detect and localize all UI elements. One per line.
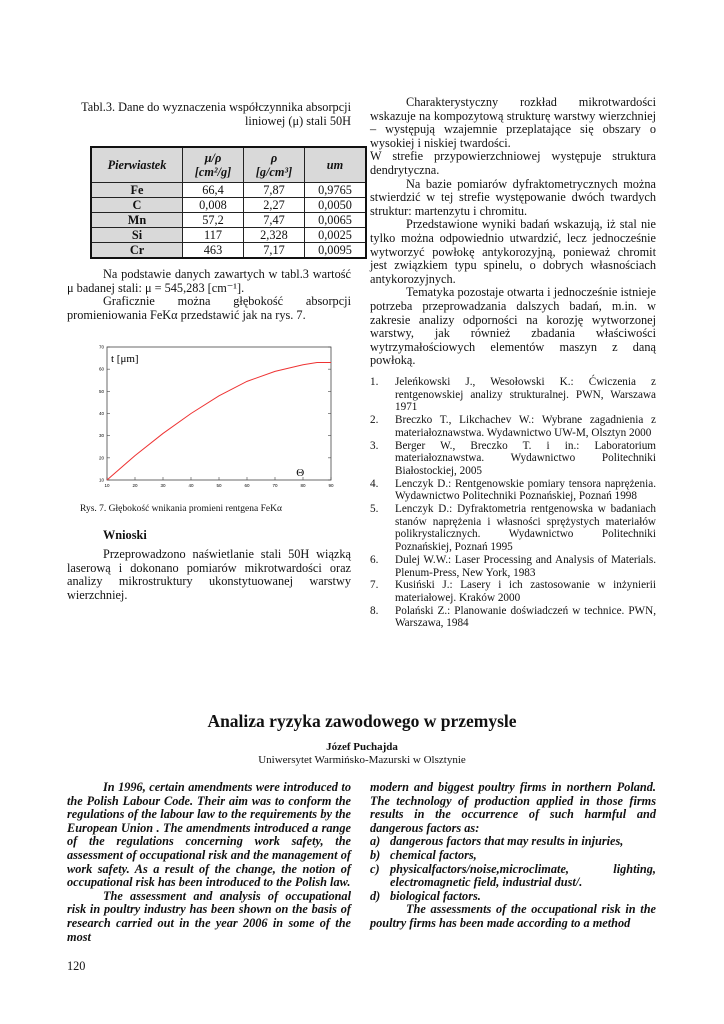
- reference-text: Polański Z.: Planowanie doświadczeń w technice. PWN, Warszawa, 1984: [395, 604, 656, 630]
- reference-text: Dulej W.W.: Laser Processing and Analysis of Materials. Plenum-Press, New York, 1983: [395, 553, 656, 579]
- paragraph: Na podstawie danych zawartych w tabl.3 wartość μ badanej stali: μ = 545,283 [cm⁻¹].: [67, 267, 351, 295]
- reference-item: [370, 414, 656, 439]
- reference-number: 5.: [370, 503, 379, 516]
- table-row: [91, 228, 366, 243]
- value-cell: 2,328: [244, 228, 305, 243]
- reference-item: [370, 605, 656, 630]
- reference-text: Jeleńkowski J., Wesołowski K.: Ćwiczenia z rentgenowskiej analizy strukturalnej. PWN, Warszawa 1971: [395, 376, 656, 414]
- element-cell: Mn: [91, 213, 183, 228]
- table-caption-text: Tabl.3. Dane do wyznaczenia współczynnika absorpcji liniowej (μ) stali 50H: [81, 100, 351, 128]
- value-cell: 66,4: [183, 183, 244, 198]
- reference-text: Breczko T., Likchachev W.: Wybrane zagadnienia z materiałoznawstwa. Wydawnictwo UW-M, Olsztyn 2000: [395, 414, 656, 439]
- element-cell: C: [91, 198, 183, 213]
- factor-label: b): [370, 847, 381, 862]
- factor-label: d): [370, 888, 381, 903]
- factor-item: [370, 835, 656, 849]
- x-tick-label: 50: [216, 483, 222, 488]
- y-tick-label: 50: [98, 388, 104, 394]
- y-tick-label: 20: [98, 455, 104, 461]
- value-cell: 7,47: [244, 213, 305, 228]
- value-cell: 0,0025: [305, 228, 367, 243]
- paragraph: The assessment and analysis of occupational risk in poultry industry has been shown on the basis of research carried out in the year 2006 in some of the most: [67, 888, 351, 944]
- reference-text: Lenczyk D.: Dyfraktometria rentgenowska w badaniach stanów naprężenia i własności sprężystych materiałów polikrystalicznych. Wydawnictwo Politechniki Poznańskiej, Poznań 1995: [395, 503, 656, 554]
- value-cell: 0,0050: [305, 198, 367, 213]
- value-cell: 7,17: [244, 243, 305, 259]
- paragraph: Na bazie pomiarów dyfraktometrycznych można stwierdzić w tej strefie występowanie dwóch twardych struktur: martenzytu i chromitu.: [370, 176, 656, 218]
- article-author: Józef Puchajda: [326, 741, 398, 753]
- factor-item: [370, 849, 656, 863]
- reference-number: 7.: [370, 579, 379, 592]
- reference-number: 2.: [370, 414, 379, 427]
- table-header-row: [91, 147, 366, 183]
- table-row: [91, 243, 366, 259]
- factor-label: a): [370, 834, 381, 849]
- conclusions-block: [67, 548, 351, 602]
- reference-number: 1.: [370, 376, 379, 388]
- reference-number: 3.: [370, 439, 379, 452]
- value-cell: 463: [183, 243, 244, 259]
- value-cell: 0,0095: [305, 243, 367, 259]
- factor-text: chemical factors,: [390, 847, 477, 862]
- x-tick-label: 10: [104, 483, 110, 488]
- reference-item: [370, 440, 656, 478]
- value-cell: 0,9765: [305, 183, 367, 198]
- conclusions-text: Przeprowadzono naświetlanie stali 50H wiązką laserową i dokonano pomiarów mikrotwardości oraz analizy mikrostruktury ukonstytuowanej warstwy wierzchniej.: [67, 547, 351, 602]
- right-column-text: [370, 96, 656, 368]
- value-cell: 117: [183, 228, 244, 243]
- factor-text: dangerous factors that may results in injuries,: [390, 834, 624, 849]
- x-tick-label: 30: [160, 483, 166, 488]
- reference-item: [370, 503, 656, 554]
- page-number: 120: [67, 959, 86, 973]
- header-mass-abs: μ/ρ [cm²/g]: [183, 147, 244, 183]
- table-caption: [67, 101, 351, 128]
- x-tick-label: 90: [328, 483, 334, 488]
- text-block-mu: [67, 268, 351, 322]
- element-table: [90, 146, 367, 259]
- figure-caption: Rys. 7. Głębokość wnikania promieni rentgena FeKα: [80, 504, 282, 514]
- paragraph: W strefie przypowierzchniowej występuje struktura dendrytyczna.: [370, 149, 656, 177]
- x-tick-label: 70: [272, 483, 278, 488]
- x-axis-label: Θ: [296, 467, 305, 479]
- y-tick-label: 40: [98, 411, 104, 416]
- paragraph: Graficznie można głębokość absorpcji promieniowania FeKα przedstawić jak na rys. 7.: [67, 294, 351, 322]
- element-cell: Si: [91, 228, 183, 243]
- y-tick-label: 60: [98, 366, 104, 372]
- value-cell: 0,008: [183, 198, 244, 213]
- series-line: [107, 363, 331, 480]
- paragraph: The assessments of the occupational risk in the poultry firms has been made according to a method: [370, 902, 656, 930]
- table-row: [91, 198, 366, 213]
- abstract-right: [370, 781, 656, 931]
- plot-frame: [107, 347, 331, 480]
- x-tick-label: 20: [132, 483, 138, 488]
- value-cell: 57,2: [183, 213, 244, 228]
- x-tick-label: 60: [244, 483, 250, 488]
- x-tick-label: 80: [300, 483, 306, 488]
- absorption-depth-chart: [88, 340, 348, 490]
- y-axis-label: t [μm]: [111, 353, 139, 365]
- reference-item: [370, 478, 656, 503]
- reference-text: Lenczyk D.: Rentgenowskie pomiary tensora naprężenia. Wydawnictwo Politechniki Poznańskiej, Poznań 1998: [395, 477, 656, 503]
- abstract-left: [67, 781, 351, 944]
- reference-number: 4.: [370, 477, 379, 490]
- x-tick-label: 40: [188, 483, 194, 488]
- table-row: [91, 183, 366, 198]
- y-tick-label: 70: [98, 344, 104, 350]
- element-cell: Fe: [91, 183, 183, 198]
- reference-item: [370, 554, 656, 579]
- reference-text: Kusiński J.: Lasery i ich zastosowanie w inżynierii materiałowej. Kraków 2000: [395, 579, 656, 604]
- value-cell: 2,27: [244, 198, 305, 213]
- element-cell: Cr: [91, 243, 183, 259]
- y-tick-label: 10: [98, 477, 104, 483]
- factor-item: [370, 890, 656, 904]
- table-row: [91, 213, 366, 228]
- factor-text: physicalfactors/noise,microclimate, lighting, electromagnetic field, industrial dust/.: [390, 861, 656, 890]
- reference-number: 6.: [370, 553, 379, 566]
- conclusions-heading: Wnioski: [103, 528, 147, 542]
- article-affiliation: Uniwersytet Warmińsko-Mazurski w Olsztynie: [258, 754, 466, 766]
- factor-text: biological factors.: [390, 888, 481, 903]
- header-density: ρ [g/cm³]: [244, 147, 305, 183]
- factor-label: c): [370, 861, 380, 876]
- reference-item: [370, 579, 656, 604]
- paragraph: modern and biggest poultry firms in northern Poland. The technology of production applied in those firms results in the occurrence of such harmful and dangerous factors as:: [370, 780, 656, 835]
- factor-item: [370, 863, 656, 890]
- reference-text: Berger W., Breczko T. i in.: Laboratorium materiałoznawstwa. Wydawnictwo Politechniki Białostockiej, 2005: [395, 439, 656, 477]
- paragraph: Charakterystyczny rozkład mikrotwardości wskazuje na kompozytową strukturę warstwy wierzchniej – występują wzajemnie przeplatające się obszary o wysokiej i niskiej twardości.: [370, 95, 656, 150]
- reference-number: 8.: [370, 604, 379, 617]
- value-cell: 0,0065: [305, 213, 367, 228]
- article-title: Analiza ryzyka zawodowego w przemysle: [207, 711, 517, 731]
- paragraph: In 1996, certain amendments were introduced to the Polish Labour Code. Their aim was to conform the regulations of the labour law to the requirements by the European Union . The amendments introduced a range of the regulations concerning work safety, the assessment of occupational risk and the management of work safety. As a result of the change, the notion of occupational risk has been introduced to the Polish law.: [67, 780, 351, 890]
- value-cell: 7,87: [244, 183, 305, 198]
- header-element: Pierwiastek: [91, 147, 183, 183]
- paragraph: Przedstawione wyniki badań wskazują, iż stal nie tylko można odpowiednio utwardzić, lecz jednocześnie wytworzyć powłokę antykorozyjną, ponieważ chromit jest związkiem typu spinelu, o dobrych własnościach antykorozyjnych.: [370, 217, 656, 286]
- reference-item: [370, 376, 656, 414]
- y-tick-label: 30: [98, 433, 104, 439]
- references: [370, 376, 656, 630]
- header-um: um: [305, 147, 367, 183]
- paragraph: Tematyka pozostaje otwarta i jednocześnie istnieje potrzeba przeprowadzania dalszych badań, m.in. w zakresie analizy odporności na korozję wytworzonej warstwy, jak również zbadania właściwości wytrzymałościowych elementów maszyn z daną powłoką.: [370, 285, 656, 368]
